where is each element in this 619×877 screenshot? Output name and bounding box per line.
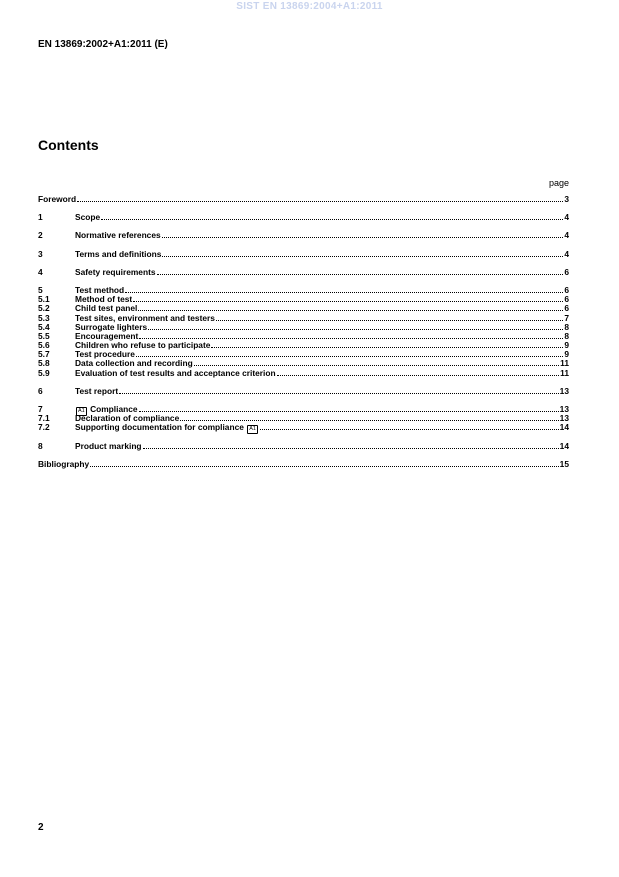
toc-entry-page: 6 <box>564 266 569 277</box>
leader-dots <box>260 423 559 430</box>
leader-dots <box>119 387 559 394</box>
toc-entry-title: Test procedure <box>75 349 135 360</box>
page-number: 2 <box>38 822 44 833</box>
leader-dots <box>136 350 563 357</box>
toc-entry-title: Encouragement <box>75 330 139 341</box>
toc-entry-title: Test method <box>75 284 125 295</box>
toc-entry-page: 9 <box>564 349 569 360</box>
table-of-contents <box>38 195 569 469</box>
leader-dots <box>194 359 559 366</box>
leader-dots <box>133 295 563 302</box>
leader-dots <box>216 314 563 321</box>
toc-entry-bibliography[interactable] <box>38 460 569 469</box>
toc-entry-page: 11 <box>560 367 569 378</box>
leader-dots <box>162 231 564 238</box>
toc-entry-number: 1 <box>38 212 43 223</box>
toc-entry-title: Data collection and recording <box>75 358 193 369</box>
toc-entry-title: Safety requirements <box>75 266 156 277</box>
toc-entry-title: Scope <box>75 212 101 223</box>
leader-dots <box>138 304 563 311</box>
toc-entry-foreword[interactable] <box>38 195 569 204</box>
toc-entry-page: 9 <box>564 340 569 351</box>
toc-entry-page: 13 <box>559 404 569 414</box>
leader-dots <box>157 268 564 275</box>
toc-entry-page: 6 <box>564 284 569 295</box>
toc-entry-supporting-documentation[interactable] <box>38 423 569 432</box>
toc-entry-page: 4 <box>564 248 569 259</box>
toc-entry-title: Foreword <box>38 194 77 204</box>
toc-entry-number: 3 <box>38 248 43 259</box>
toc-entry-page: 11 <box>560 358 569 369</box>
toc-entry-page: 14 <box>559 440 569 451</box>
toc-entry-number: 5.2 <box>38 303 50 314</box>
toc-entry-title: Children who refuse to participate <box>75 340 211 351</box>
toc-entry-number: 7.1 <box>38 413 50 424</box>
toc-entry-title: Test sites, environment and testers <box>75 312 215 323</box>
toc-entry-number: 5.7 <box>38 349 50 360</box>
toc-entry-title: Product marking <box>75 440 142 451</box>
toc-entry-test-report[interactable] <box>38 387 569 396</box>
toc-entry-title: Terms and definitions <box>75 248 162 259</box>
leader-dots <box>101 213 563 220</box>
toc-entry-number: 6 <box>38 385 43 396</box>
toc-entry-number: 5 <box>38 284 43 295</box>
toc-entry-number: 5.9 <box>38 367 50 378</box>
toc-entry-title: Test report <box>75 385 119 396</box>
toc-entry-title: Compliance <box>90 404 138 414</box>
leader-dots <box>77 195 563 202</box>
leader-dots <box>90 460 558 467</box>
leader-dots <box>148 323 563 330</box>
toc-entry-number: 2 <box>38 230 43 241</box>
toc-entry-number: 8 <box>38 440 43 451</box>
leader-dots <box>139 332 563 339</box>
toc-entry-title-with-marker <box>75 423 259 434</box>
page-column-label: page <box>548 178 569 188</box>
leader-dots <box>162 250 563 257</box>
toc-entry-evaluation[interactable] <box>38 369 569 378</box>
toc-entry-title: Supporting documentation for compliance <box>75 422 244 433</box>
toc-entry-page: 13 <box>559 385 569 396</box>
toc-entry-number: 5.8 <box>38 358 50 369</box>
toc-entry-number: 5.3 <box>38 312 50 323</box>
amendment-start-marker-icon: A1 <box>78 408 85 414</box>
toc-entry-number: 5.1 <box>38 294 50 305</box>
leader-dots <box>125 286 563 293</box>
toc-entry-page: 4 <box>564 230 569 241</box>
toc-entry-page: 7 <box>564 312 569 323</box>
toc-entry-title: Surrogate lighters <box>75 321 148 332</box>
toc-entry-title: Bibliography <box>38 458 90 469</box>
toc-entry-number: 5.4 <box>38 321 50 332</box>
leader-dots <box>143 442 559 449</box>
document-id: EN 13869:2002+A1:2011 (E) <box>38 39 168 50</box>
toc-entry-normative-references[interactable] <box>38 231 569 240</box>
watermark: SIST EN 13869:2004+A1:2011 <box>236 1 383 12</box>
leader-dots <box>139 405 559 412</box>
toc-entry-product-marking[interactable] <box>38 442 569 451</box>
toc-entry-title: Declaration of compliance <box>75 413 180 424</box>
leader-dots <box>277 369 560 376</box>
toc-entry-number: 4 <box>38 266 43 277</box>
toc-entry-title: Child test panel <box>75 303 138 314</box>
toc-entry-number: 5.6 <box>38 340 50 351</box>
contents-heading: Contents <box>38 137 99 153</box>
toc-entry-number: 5.5 <box>38 330 50 341</box>
toc-entry-title: Normative references <box>75 230 161 241</box>
toc-entry-number: 7 <box>38 404 43 414</box>
toc-entry-page: 6 <box>564 303 569 314</box>
toc-entry-safety-requirements[interactable] <box>38 268 569 277</box>
leader-dots <box>180 414 558 421</box>
toc-entry-title: Evaluation of test results and acceptance criterion <box>75 367 276 378</box>
toc-entry-scope[interactable] <box>38 213 569 222</box>
toc-entry-terms-and-definitions[interactable] <box>38 250 569 259</box>
leader-dots <box>211 341 563 348</box>
toc-entry-page: 6 <box>564 294 569 305</box>
toc-entry-page: 15 <box>559 458 569 469</box>
amendment-end-marker-icon: A1 <box>249 426 256 433</box>
toc-entry-page: 14 <box>559 422 569 433</box>
toc-entry-page: 3 <box>564 194 569 204</box>
toc-entry-page: 8 <box>564 330 569 341</box>
toc-entry-title: Method of test <box>75 294 133 305</box>
toc-entry-page: 4 <box>564 212 569 223</box>
toc-entry-number: 7.2 <box>38 422 50 433</box>
toc-entry-page: 13 <box>559 413 569 424</box>
toc-entry-page: 8 <box>564 321 569 332</box>
